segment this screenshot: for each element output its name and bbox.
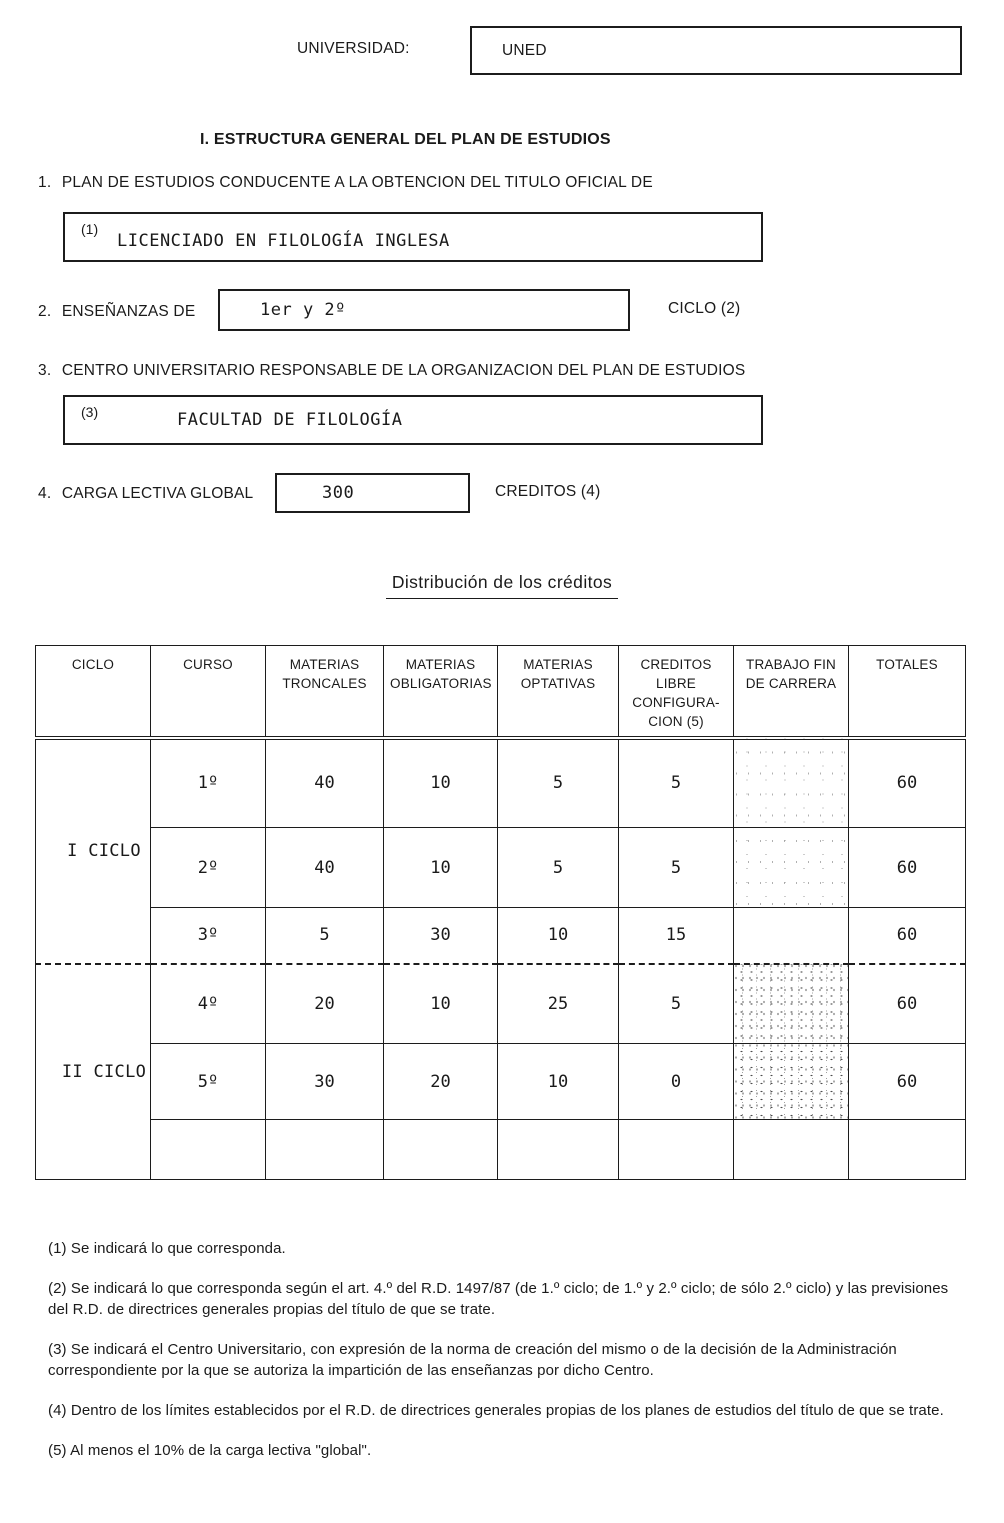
group-label-ciclo-2: II CICLO [36,964,151,1180]
item-2-suffix: CICLO (2) [668,300,741,317]
credits-table-title: Distribución de los créditos [386,572,618,599]
cell-curso: 1º [151,738,266,828]
cell-libre: 5 [619,828,734,908]
table-row-curso-5 [36,1044,966,1120]
footnote-5: (5) Al menos el 10% de la carga lectiva "global". [48,1442,372,1459]
credits-table [35,645,966,1180]
cell-curso: 4º [151,964,266,1044]
cell-curso: 3º [151,908,266,964]
cell-libre: 5 [619,738,734,828]
header-materias-obligatorias: MATERIAS OBLIGATORIAS [384,646,498,738]
cell-trabajo [734,964,849,1044]
cell-obligatorias: 30 [384,908,498,964]
cell-totales: 60 [849,828,966,908]
cell-obligatorias: 10 [384,828,498,908]
item-3-field [63,395,763,445]
cell-obligatorias: 10 [384,964,498,1044]
cell-libre: 0 [619,1044,734,1120]
table-header-row [36,646,966,738]
item-2-field [218,289,630,331]
university-label: UNIVERSIDAD: [297,40,410,57]
cell-totales: 60 [849,1044,966,1120]
item-1-value: LICENCIADO EN FILOLOGÍA INGLESA [117,231,450,251]
credits-table-title-wrap [0,572,1004,599]
cell-troncales: 40 [266,738,384,828]
cell-totales: 60 [849,964,966,1044]
section-title: I. ESTRUCTURA GENERAL DEL PLAN DE ESTUDIOS [200,131,611,148]
item-1-label: PLAN DE ESTUDIOS CONDUCENTE A LA OBTENCION DEL TITULO OFICIAL DE [61,174,653,191]
header-curso: CURSO [151,646,266,738]
cell-optativas [498,1120,619,1180]
item-4-suffix: CREDITOS (4) [495,483,601,500]
table-row-curso-3 [36,908,966,964]
item-3-value: FACULTAD DE FILOLOGÍA [177,410,403,430]
footnote-3: (3) Se indicará el Centro Universitario, con expresión de la norma de creación del mismo o de la decisión de la Administración correspondiente por la que se autoriza la impartición de las enseñanzas por dicho Centro. [48,1341,897,1379]
header-materias-optativas: MATERIAS OPTATIVAS [498,646,619,738]
cell-obligatorias: 20 [384,1044,498,1120]
cell-trabajo [734,908,849,964]
item-2-label: ENSEÑANZAS DE [61,303,196,320]
item-3-ref: (3) [81,404,99,420]
cell-obligatorias: 10 [384,738,498,828]
table-row-curso-2 [36,828,966,908]
cell-totales: 60 [849,738,966,828]
item-4-number: 4. [38,485,52,502]
cell-troncales: 40 [266,828,384,908]
cell-troncales: 30 [266,1044,384,1120]
cell-optativas: 5 [498,738,619,828]
header-ciclo: CICLO [36,646,151,738]
credits-table-wrap [35,645,966,1180]
cell-optativas: 10 [498,908,619,964]
item-3-line [38,362,745,380]
header-creditos-libre-configuracion: CREDITOS LIBRE CONFIGURA-CION (5) [619,646,734,738]
cell-trabajo [734,738,849,828]
cell-trabajo [734,1120,849,1180]
footnotes [48,1238,966,1480]
cell-troncales [266,1120,384,1180]
cell-curso [151,1120,266,1180]
table-row-curso-1 [36,738,966,828]
item-3-number: 3. [38,362,52,379]
footnote-2: (2) Se indicará lo que corresponda según el art. 4.º del R.D. 1497/87 (de 1.º ciclo; de 1.º y 2.º ciclo; de sólo 2.º ciclo) y las previsiones del R.D. de directrices generales propias del título de que se trate. [48,1280,949,1318]
cell-curso: 5º [151,1044,266,1120]
group-label-ciclo-1: I CICLO [36,738,151,964]
table-row-curso-4 [36,964,966,1044]
item-2-line [38,303,195,321]
header-materias-troncales: MATERIAS TRONCALES [266,646,384,738]
item-2-value: 1er y 2º [260,300,346,320]
cell-trabajo [734,828,849,908]
item-1-field [63,212,763,262]
item-4-value: 300 [322,483,355,503]
cell-libre [619,1120,734,1180]
item-1-ref: (1) [81,221,99,237]
cell-trabajo [734,1044,849,1120]
cell-optativas: 5 [498,828,619,908]
item-3-label: CENTRO UNIVERSITARIO RESPONSABLE DE LA ORGANIZACION DEL PLAN DE ESTUDIOS [61,362,746,379]
cell-libre: 15 [619,908,734,964]
item-1-number: 1. [38,174,52,191]
university-field [470,26,962,75]
item-4-label: CARGA LECTIVA GLOBAL [61,485,254,502]
cell-totales [849,1120,966,1180]
footnote-1: (1) Se indicará lo que corresponda. [48,1240,286,1257]
item-1-line [38,174,653,192]
cell-optativas: 25 [498,964,619,1044]
item-4-field [275,473,470,513]
cell-obligatorias [384,1120,498,1180]
footnote-4: (4) Dentro de los límites establecidos por el R.D. de directrices generales propias de los planes de estudios del título de que se trate. [48,1402,944,1419]
cell-troncales: 5 [266,908,384,964]
cell-libre: 5 [619,964,734,1044]
cell-curso: 2º [151,828,266,908]
cell-optativas: 10 [498,1044,619,1120]
cell-troncales: 20 [266,964,384,1044]
item-4-line [38,485,253,503]
university-value: UNED [502,41,547,59]
table-row-empty [36,1120,966,1180]
header-trabajo-fin-carrera: TRABAJO FIN DE CARRERA [734,646,849,738]
item-2-number: 2. [38,303,52,320]
header-totales: TOTALES [849,646,966,738]
cell-totales: 60 [849,908,966,964]
